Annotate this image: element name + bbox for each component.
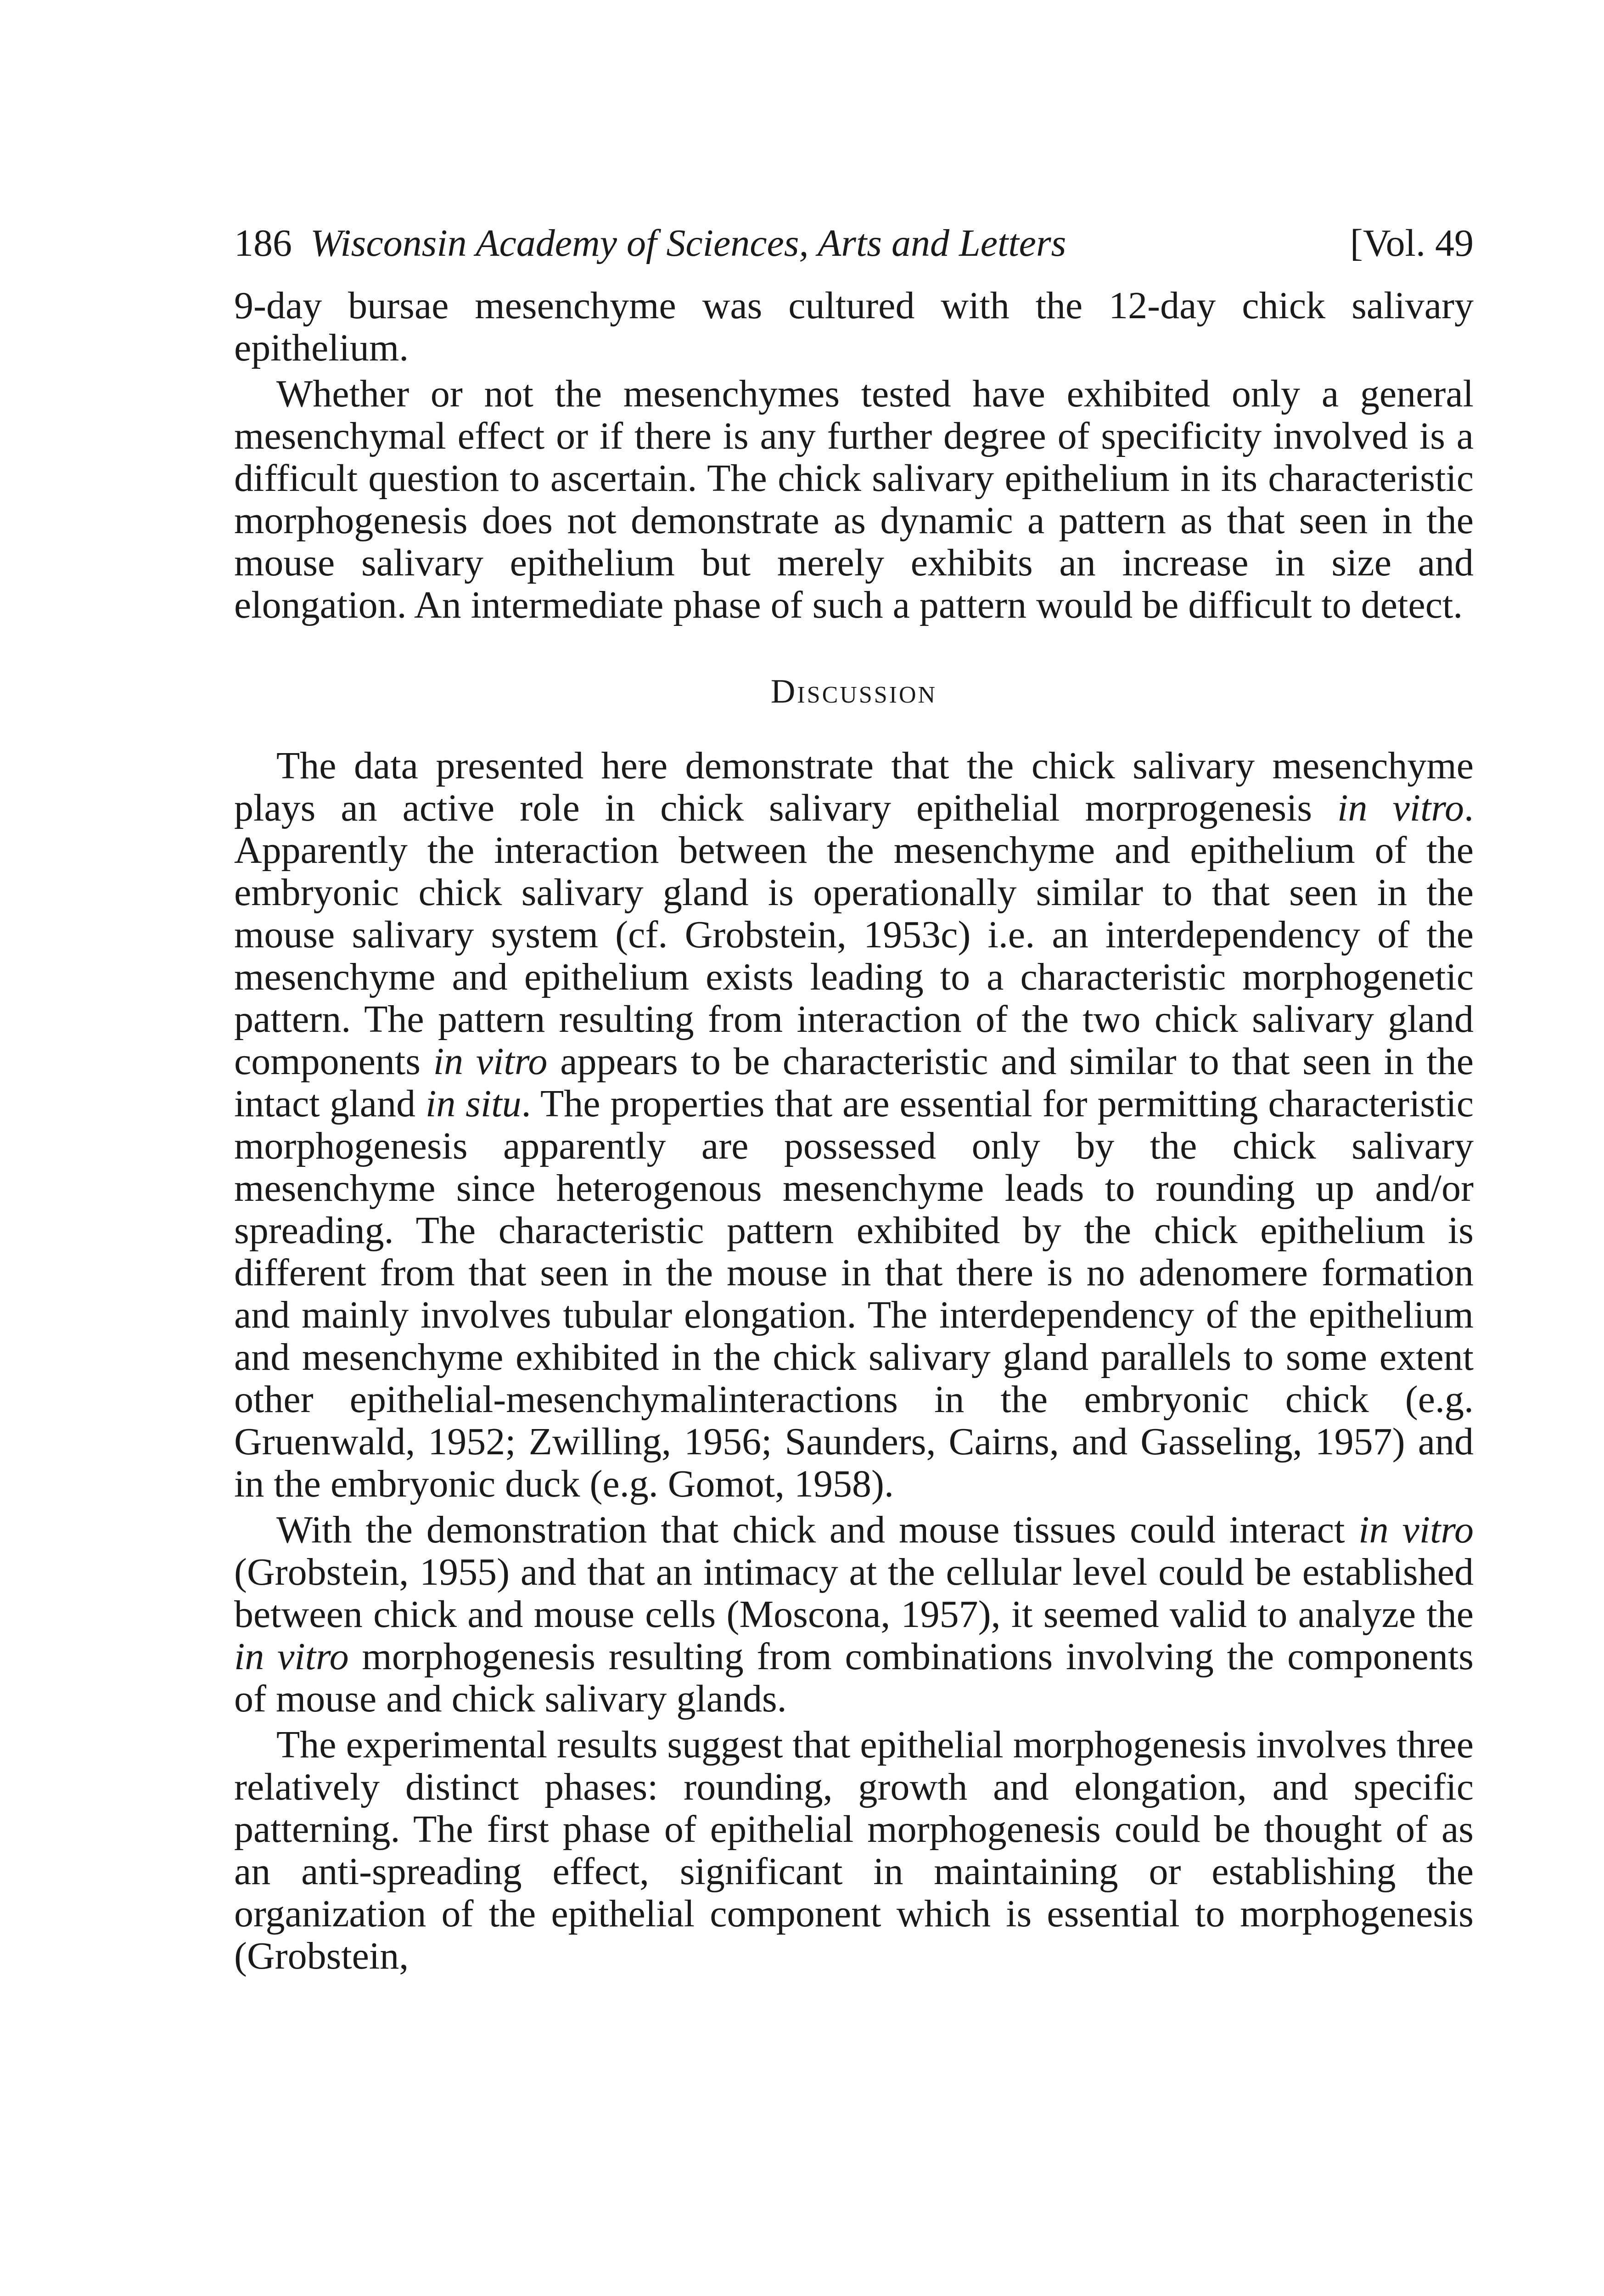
paragraph-specificity: Whether or not the mesenchymes tested have exhibited only a general mesenchymal effect or if there is any further degree of specificity involved is a difficult question to ascertain. The chick salivary epithelium in its characteristic morphogenesis does not demonstrate as dynamic a pattern as that seen in the mouse salivary epithelium but merely exhibits an increase in size and elongation. An intermediate phase of such a pattern would be difficult to detect. [234,372,1474,626]
text-run: With the demonstration that chick and mouse tissues could interact [276,1508,1359,1551]
text-run: (Grobstein, 1955) and that an intimacy at the cellular level could be established between chick and mouse cells (Moscona, 1957), it seemed valid to analyze the [234,1551,1474,1636]
section-heading-discussion: Discussion [770,673,937,710]
paragraph-chick-mouse [234,1509,1474,1720]
running-header [234,220,1474,271]
text-run: appears to be characteristic and similar to that seen in the intact gland [234,1040,1474,1125]
text-run: . The properties that are essential for permitting characteristic morphogenesis apparently are possessed only by the chick salivary mesenchyme since heterogenous mesenchyme leads to rounding up and/or spreading. The characteristic pattern exhibited by the chick epithelium is different from that seen in the mouse in that there is no adenomere formation and mainly involves tubular elongation. The interdependency of the epithelium and mesenchyme exhibited in the chick salivary gland parallels to some extent other epithelial-mesenchymalinteractions in the embryonic chick (e.g. Gruenwald, 1952; Zwilling, 1956; Saunders, Cairns, and Gasseling, 1957) and in the embryonic duck (e.g. Gomot, 1958). [234,1082,1474,1505]
paragraph-discussion-data [234,745,1474,1505]
page-number: 186 [234,222,292,264]
document-page [234,220,1474,1977]
journal-title: Wisconsin Academy of Sciences, Arts and Letters [310,222,1066,264]
text-run: morphogenesis resulting from combinations involving the components of mouse and chick salivary glands. [234,1635,1474,1720]
italic-term: in vitro [433,1040,548,1083]
paragraph-experimental-results: The experimental results suggest that epithelial morphogenesis involves three relatively distinct phases: rounding, growth and elongation, and specific patterning. The first phase of epithelial morphogenesis could be thought of as an anti-spreading effect, significant in maintaining or establishing the organization of the epithelial component which is essential to morphogenesis (Grobstein, [234,1723,1474,1977]
text-run: The data presented here demonstrate that the chick salivary mesenchyme plays an active role in chick salivary epithelial morprogenesis [234,744,1474,829]
text-run: . Apparently the interaction between the mesenchyme and epithelium of the embryonic chick salivary gland is operationally similar to that seen in the mouse salivary system (cf. Grobstein, 1953c) i.e. an interdependency of the mesenchyme and epithelium exists leading to a characteristic morphogenetic pattern. The pattern resulting from interaction of the two chick salivary gland components [234,787,1474,1083]
italic-term: in situ [426,1082,522,1125]
paragraph-continued: 9-day bursae mesenchyme was cultured with the 12-day chick salivary epithelium. [234,284,1474,369]
italic-term: in vitro [1337,787,1464,829]
volume-label: [Vol. 49 [1350,222,1474,264]
italic-term: in vitro [234,1635,349,1678]
italic-term: in vitro [1358,1508,1474,1551]
